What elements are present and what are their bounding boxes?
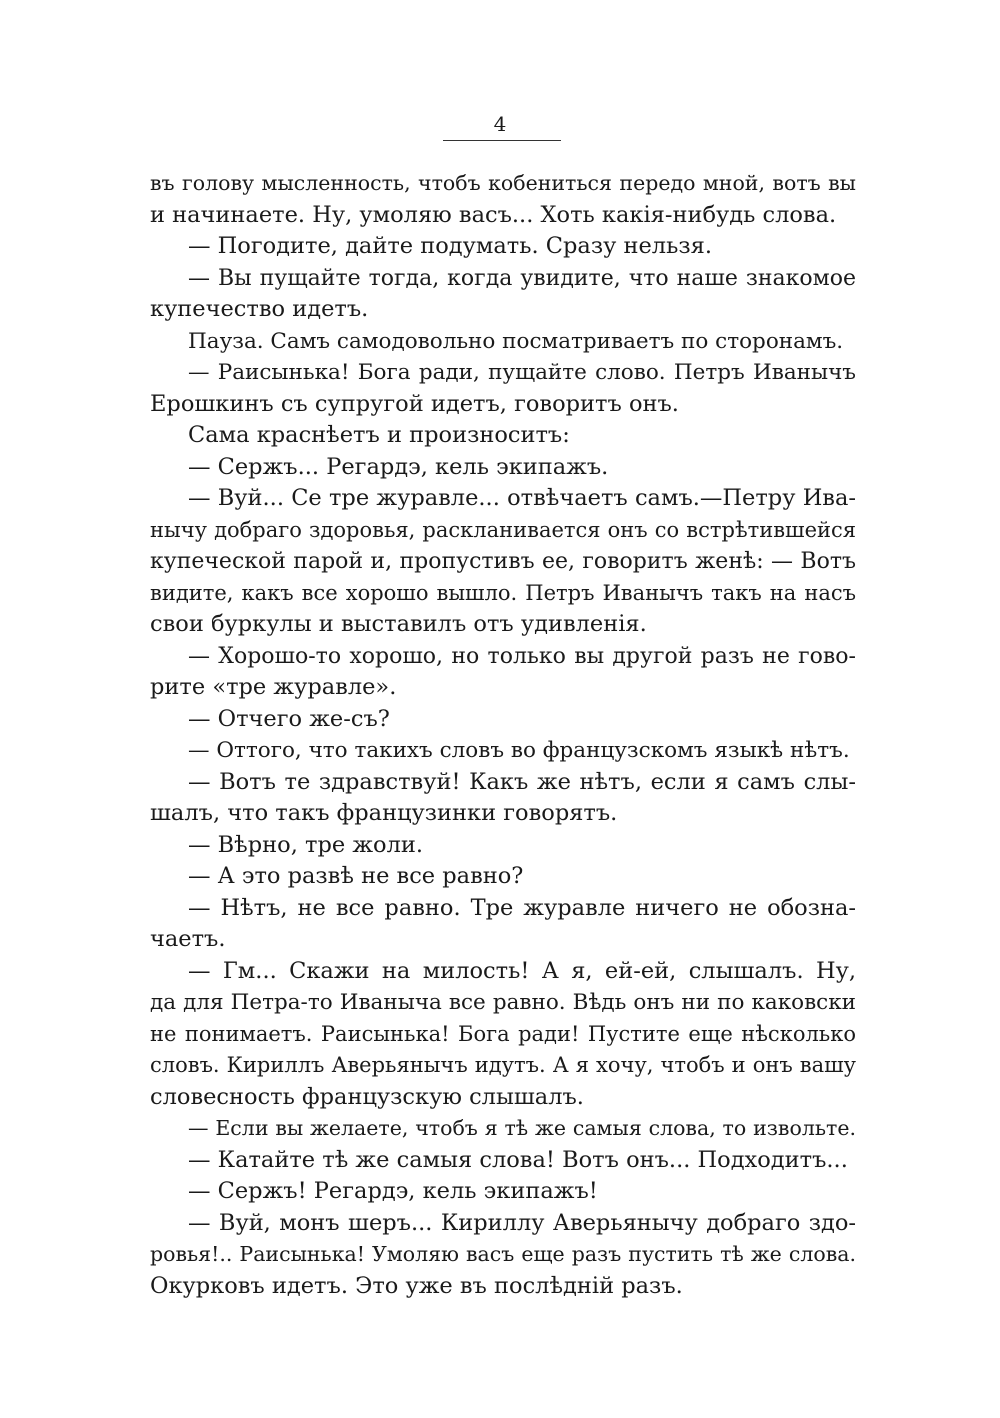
text-line: Сама краснѣетъ и произноситъ:: [188, 422, 570, 448]
text-line: свои буркулы и выставилъ отъ удивленія.: [150, 611, 647, 637]
text-line: видите, какъ все хорошо вышло. Петръ Иванычъ такъ на насъ: [150, 580, 856, 605]
text-line: — Если вы желаете, чтобъ я тѣ же самыя слова, то извольте.: [188, 1116, 856, 1140]
text-line: — Сержъ... Регардэ, кель экипажъ.: [188, 453, 609, 480]
text-line: Ерошкинъ съ супругой идетъ, говоритъ онъ.: [150, 390, 679, 417]
text-line: — Гм... Скажи на милость! А я, ей-ей, слышалъ. Ну,: [188, 957, 856, 984]
text-line: — Нѣтъ, не все равно. Тре журавле ничего не обозна-: [188, 894, 856, 921]
text-line: — Погодите, дайте подумать. Сразу нельзя.: [188, 233, 712, 259]
text-line: купеческой парой и, пропустивъ ее, говоритъ женѣ: — Вотъ: [150, 549, 856, 574]
text-line: — Сержъ! Регардэ, кель экипажъ!: [188, 1178, 598, 1204]
text-line: — Вы пущайте тогда, когда увидите, что наше знакомое: [188, 265, 856, 291]
text-line: словъ. Кириллъ Аверьянычъ идутъ. А я хочу, чтобъ и онъ вашу: [150, 1053, 856, 1077]
text-line: — А это развѣ не все равно?: [188, 863, 524, 889]
text-line: и начинаете. Ну, умоляю васъ... Хоть какія-нибудь слова.: [150, 201, 837, 228]
text-line: нычу добраго здоровья, раскланивается онъ со встрѣтившейся: [150, 517, 856, 542]
text-line: купечество идетъ.: [150, 296, 369, 322]
page-number: 4: [493, 112, 507, 136]
text-line: Пауза. Самъ самодовольно посматриваетъ по сторонамъ.: [188, 328, 844, 354]
text-line: — Вуй, монъ шеръ... Кириллу Аверьянычу добраго здо-: [188, 1209, 856, 1236]
text-line: словесность французскую слышалъ.: [150, 1083, 584, 1110]
text-line: — Вуй... Се тре журавле... отвѣчаетъ самъ.—Петру Ива-: [188, 485, 856, 511]
text-line: да для Петра-то Иваныча все равно. Вѣдь онъ ни по каковски: [150, 990, 856, 1015]
text-line: — Хорошо-то хорошо, но только вы другой разъ не гово-: [188, 643, 856, 669]
text-line: не понимаетъ. Раисынька! Бога ради! Пустите еще нѣсколько: [150, 1021, 856, 1046]
page-number-rule: [443, 140, 561, 141]
text-line: чаетъ.: [150, 926, 226, 952]
text-line: — Вѣрно, тре жоли.: [188, 831, 424, 858]
text-line: — Раисынька! Бога ради, пущайте слово. Петръ Иванычъ: [188, 360, 856, 385]
text-line: шалъ, что такъ французинки говорятъ.: [150, 800, 618, 826]
text-line: — Оттого, что такихъ словъ во французскомъ языкѣ нѣтъ.: [188, 738, 850, 763]
text-line: — Вотъ те здравствуй! Какъ же нѣтъ, если я самъ слы-: [188, 768, 856, 795]
page-body: [150, 168, 856, 1302]
text-line: — Катайте тѣ же самыя слова! Вотъ онъ... Подходитъ...: [188, 1146, 848, 1173]
text-line: ровья!.. Раисынька! Умоляю васъ еще разъ пустить тѣ же слова.: [150, 1242, 856, 1266]
text-line: рите «тре журавле».: [150, 674, 397, 700]
text-line: — Отчего же-съ?: [188, 705, 390, 732]
text-line: въ голову мысленность, чтобъ кобениться передо мной, вотъ вы: [150, 171, 856, 195]
text-line: Окурковъ идетъ. Это уже въ послѣдній разъ.: [150, 1272, 683, 1299]
